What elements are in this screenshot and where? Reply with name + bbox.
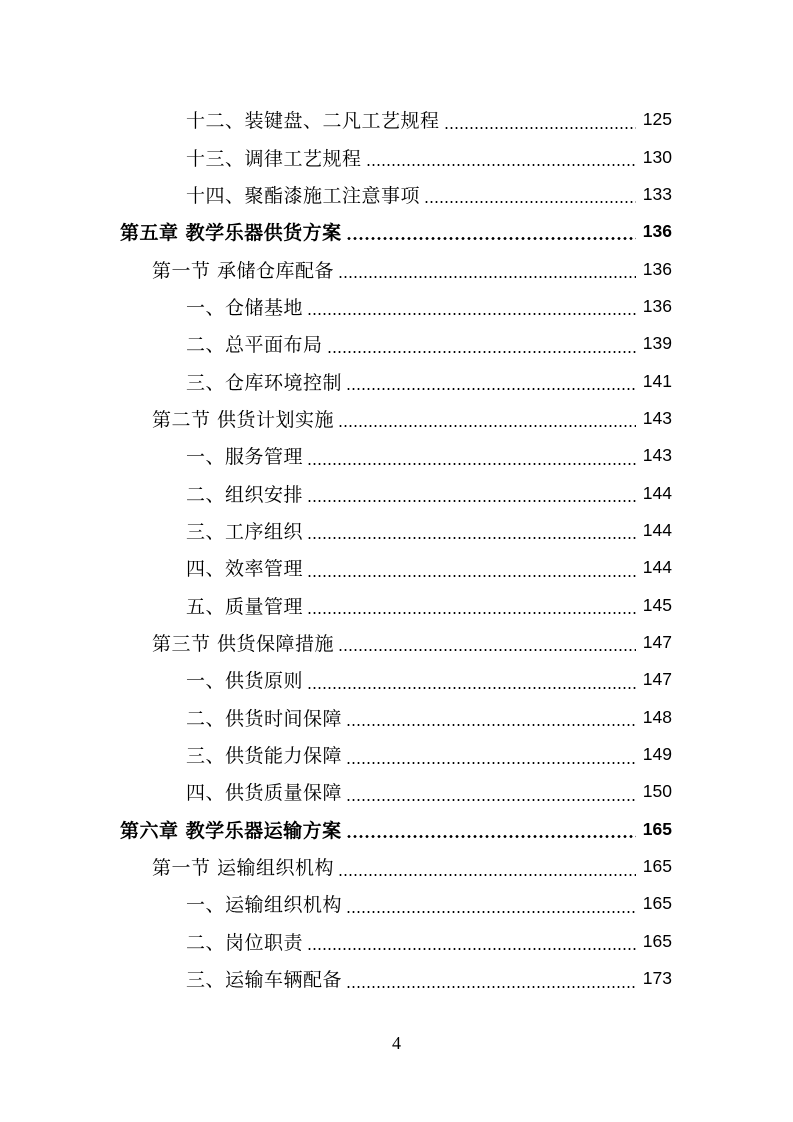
- toc-entry-title: 第六章 教学乐器运输方案: [120, 819, 342, 842]
- toc-entry-page: 136: [642, 258, 672, 279]
- toc-dot-leader: [346, 237, 636, 240]
- toc-entry-page: 133: [642, 183, 672, 204]
- toc-entry-page: 144: [642, 557, 672, 578]
- toc-dot-leader: [338, 425, 636, 427]
- toc-entry-page: 147: [642, 669, 672, 690]
- toc-dot-leader: [346, 762, 636, 764]
- toc-dot-leader: [346, 799, 636, 801]
- toc-dot-leader: [307, 313, 636, 315]
- toc-entry[interactable]: [0, 288, 793, 325]
- toc-dot-leader: [346, 835, 636, 838]
- toc-entry-page: 150: [642, 781, 672, 802]
- toc-entry-page: 148: [642, 706, 672, 727]
- toc-section-entry[interactable]: [0, 250, 793, 287]
- toc-section-entry[interactable]: [0, 400, 793, 437]
- toc-entry-title: 十四、聚酯漆施工注意事项: [186, 184, 421, 207]
- toc-dot-leader: [327, 351, 636, 353]
- toc-entry[interactable]: [0, 176, 793, 213]
- toc-dot-leader: [307, 537, 636, 539]
- toc-entry-title: 五、质量管理: [186, 595, 304, 618]
- toc-entry-title: 三、运输车辆配备: [186, 969, 343, 992]
- toc-entry-page: 165: [642, 893, 672, 914]
- toc-entry-title: 十三、调律工艺规程: [186, 147, 362, 170]
- toc-dot-leader: [346, 911, 636, 913]
- toc-dot-leader: [307, 612, 636, 614]
- toc-entry-page: 165: [642, 818, 672, 839]
- toc-entry[interactable]: [0, 661, 793, 698]
- toc-dot-leader: [338, 276, 636, 278]
- toc-dot-leader: [307, 500, 636, 502]
- toc-entry[interactable]: [0, 325, 793, 362]
- toc-entry[interactable]: [0, 885, 793, 922]
- toc-entry-title: 四、效率管理: [186, 558, 304, 581]
- toc-entry-title: 二、组织安排: [186, 483, 304, 506]
- toc-dot-leader: [338, 649, 636, 651]
- toc-entry-page: 165: [642, 930, 672, 951]
- toc-entry-title: 第五章 教学乐器供货方案: [120, 222, 342, 245]
- page-number: 4: [392, 1033, 401, 1053]
- toc-entry-page: 165: [642, 856, 672, 877]
- toc-entry[interactable]: [0, 474, 793, 511]
- toc-entry-title: 二、岗位职责: [186, 931, 304, 954]
- table-of-contents: [0, 101, 793, 997]
- toc-entry[interactable]: [0, 773, 793, 810]
- toc-entry-page: 147: [642, 631, 672, 652]
- toc-dot-leader: [424, 201, 636, 203]
- toc-entry[interactable]: [0, 960, 793, 997]
- toc-entry-page: 136: [642, 221, 672, 242]
- toc-entry-page: 136: [642, 295, 672, 316]
- toc-entry-title: 二、供货时间保障: [186, 707, 343, 730]
- toc-entry-page: 143: [642, 407, 672, 428]
- toc-entry[interactable]: [0, 699, 793, 736]
- toc-entry-page: 144: [642, 482, 672, 503]
- toc-section-entry[interactable]: [0, 624, 793, 661]
- toc-dot-leader: [338, 874, 636, 876]
- toc-entry-title: 三、工序组织: [186, 520, 304, 543]
- toc-entry-title: 第一节 承储仓库配备: [152, 259, 335, 282]
- toc-entry-title: 第三节 供货保障措施: [152, 632, 335, 655]
- toc-entry-title: 一、运输组织机构: [186, 894, 343, 917]
- toc-entry-title: 四、供货质量保障: [186, 782, 343, 805]
- toc-entry-title: 第一节 运输组织机构: [152, 857, 335, 880]
- toc-entry-title: 第二节 供货计划实施: [152, 408, 335, 431]
- toc-entry[interactable]: [0, 549, 793, 586]
- toc-entry[interactable]: [0, 586, 793, 623]
- toc-entry-title: 一、供货原则: [186, 670, 304, 693]
- toc-chapter-entry[interactable]: [0, 811, 793, 848]
- toc-entry-page: 149: [642, 744, 672, 765]
- toc-entry-title: 三、仓库环境控制: [186, 371, 343, 394]
- toc-entry-page: 130: [642, 146, 672, 167]
- toc-dot-leader: [366, 164, 636, 166]
- toc-entry[interactable]: [0, 923, 793, 960]
- toc-entry-title: 一、仓储基地: [186, 296, 304, 319]
- toc-section-entry[interactable]: [0, 848, 793, 885]
- toc-entry-page: 139: [642, 333, 672, 354]
- toc-dot-leader: [444, 127, 636, 129]
- toc-entry[interactable]: [0, 736, 793, 773]
- toc-entry-page: 143: [642, 445, 672, 466]
- toc-entry-page: 141: [642, 370, 672, 391]
- toc-dot-leader: [346, 986, 636, 988]
- toc-entry-page: 173: [642, 968, 672, 989]
- toc-entry[interactable]: [0, 437, 793, 474]
- toc-chapter-entry[interactable]: [0, 213, 793, 250]
- toc-entry-page: 125: [642, 109, 672, 130]
- toc-dot-leader: [307, 948, 636, 950]
- toc-dot-leader: [346, 724, 636, 726]
- toc-entry-title: 二、总平面布局: [186, 334, 323, 357]
- toc-entry-title: 十二、装键盘、二凡工艺规程: [186, 110, 440, 133]
- toc-dot-leader: [307, 463, 636, 465]
- toc-dot-leader: [346, 388, 636, 390]
- toc-entry[interactable]: [0, 101, 793, 138]
- toc-entry-page: 144: [642, 519, 672, 540]
- toc-entry[interactable]: [0, 362, 793, 399]
- toc-entry-title: 一、服务管理: [186, 446, 304, 469]
- toc-entry[interactable]: [0, 138, 793, 175]
- toc-dot-leader: [307, 687, 636, 689]
- toc-entry[interactable]: [0, 512, 793, 549]
- toc-entry-page: 145: [642, 594, 672, 615]
- toc-dot-leader: [307, 575, 636, 577]
- toc-entry-title: 三、供货能力保障: [186, 745, 343, 768]
